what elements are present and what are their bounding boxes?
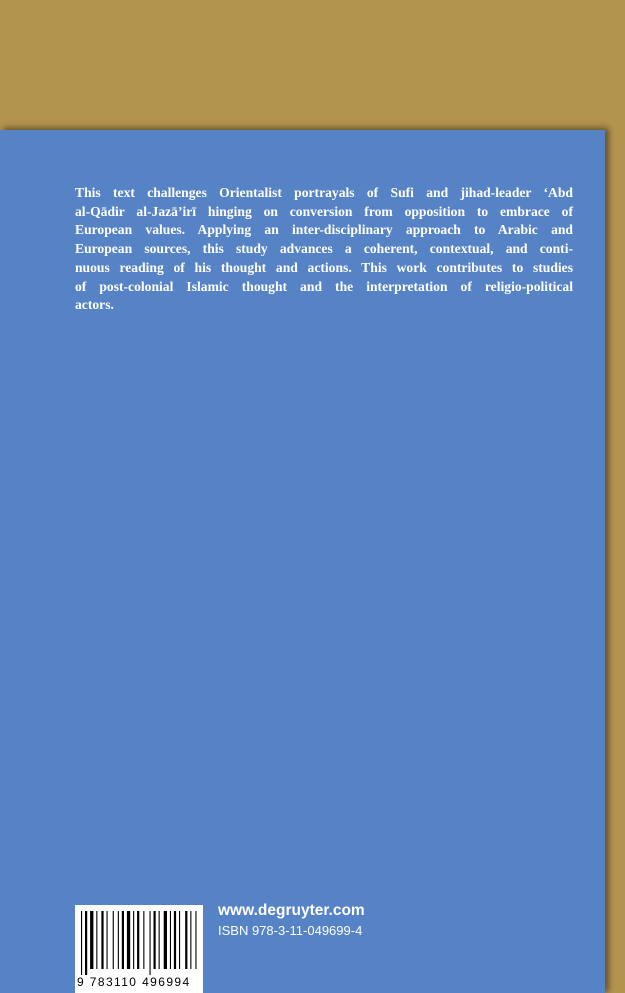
barcode-bar <box>190 911 191 969</box>
barcode-bar <box>185 911 187 969</box>
barcode-bars <box>81 911 197 975</box>
blurb-line: European values. Applying an inter-disciplinary approach to Arabic and <box>75 222 573 238</box>
blurb-line: actors. <box>75 297 114 313</box>
barcode-bar <box>174 911 176 969</box>
barcode-bar <box>150 911 151 975</box>
barcode-bar <box>127 911 130 969</box>
barcode-bar <box>159 911 160 969</box>
barcode-bar <box>107 911 108 969</box>
barcode-bar <box>118 911 119 969</box>
barcode-bar <box>170 911 171 969</box>
barcode-bar <box>133 911 134 969</box>
barcode-bar <box>137 911 139 969</box>
blurb-line: European sources, this study advances a coherent, contextual, and conti- <box>75 241 573 257</box>
barcode-bar <box>90 911 93 969</box>
blurb-line: al-Qādir al-Jazā’irī hinging on conversion from opposition to embrace of <box>75 203 573 219</box>
barcode-bar <box>101 911 103 969</box>
isbn-number: ISBN 978-3-11-049699-4 <box>218 923 363 938</box>
publisher-url[interactable]: www.degruyter.com <box>218 902 365 919</box>
barcode-digits: 9 783110 496994 <box>77 975 191 989</box>
back-cover <box>0 130 605 993</box>
barcode-bar <box>164 911 167 969</box>
blurb-line: of post-colonial Islamic thought and the interpretation of religio-political <box>75 278 573 294</box>
barcode-bar <box>143 911 144 969</box>
barcode-bar <box>195 911 196 969</box>
barcode-bar <box>81 911 82 975</box>
barcode-bar <box>122 911 124 969</box>
barcode <box>75 905 203 993</box>
barcode-bar <box>154 911 156 969</box>
barcode-bar <box>96 911 97 969</box>
barcode-bar <box>179 911 180 969</box>
blurb-text <box>75 184 573 315</box>
blurb-line: This text challenges Orientalist portrayals of Sufi and jihad-leader ‘Abd <box>75 185 573 200</box>
blurb-line: nuous reading of his thought and actions. This work contributes to studies <box>75 259 573 275</box>
barcode-bar <box>113 911 114 969</box>
barcode-bar <box>85 911 87 975</box>
